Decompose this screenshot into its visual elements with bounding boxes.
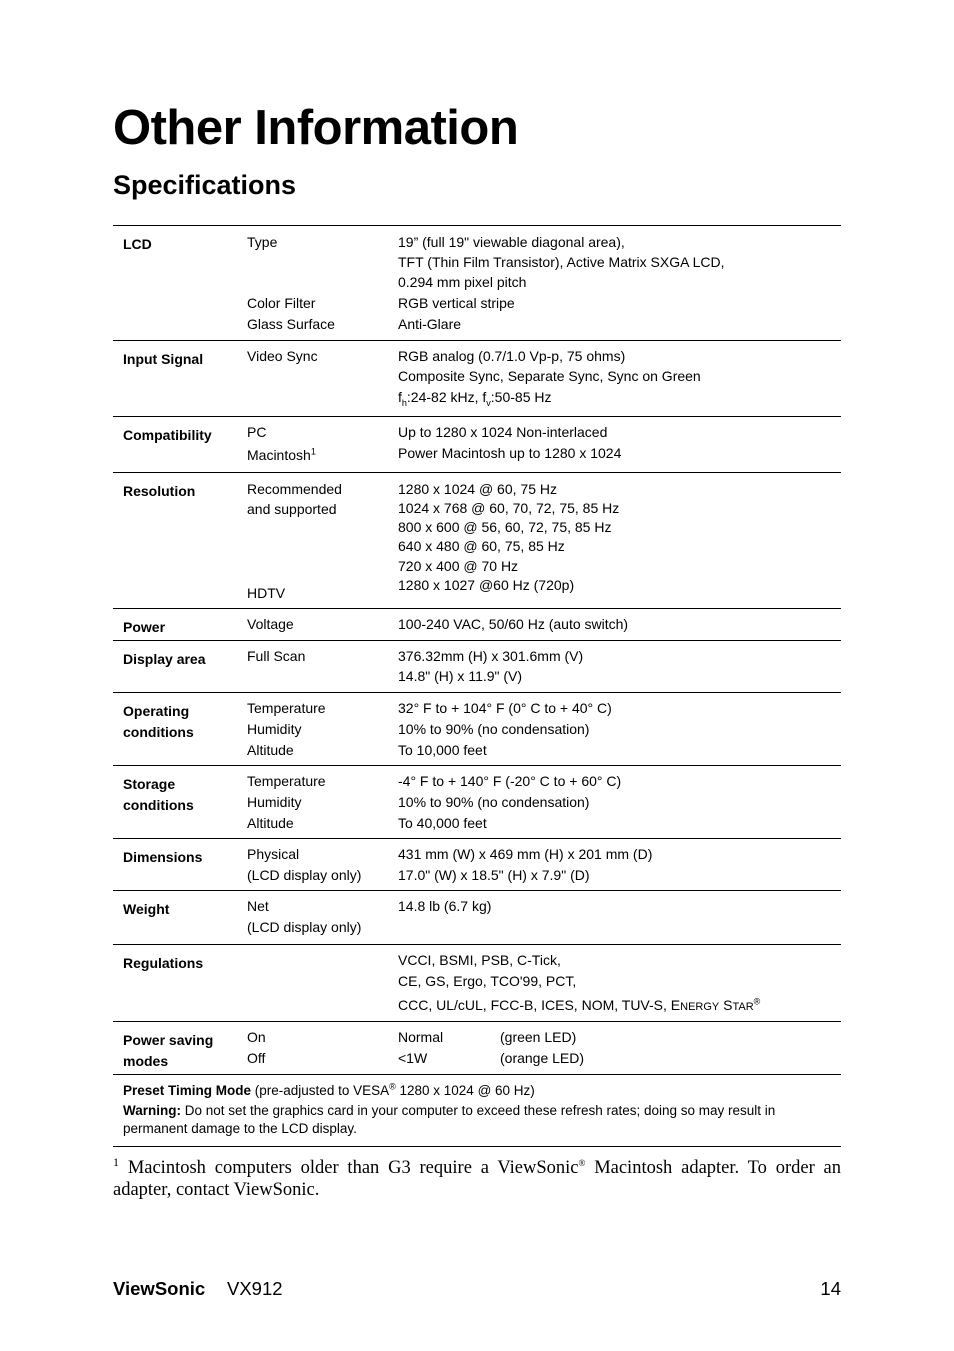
spec-subitem: Net [247, 898, 269, 914]
spec-subitem: Temperature [247, 773, 326, 789]
warning-text: Do not set the graphics card in your computer to exceed these refresh rates; doing so may result in [181, 1103, 776, 1118]
spec-value: CE, GS, Ergo, TCO'99, PCT, [398, 973, 577, 989]
spec-value: 10% to 90% (no condensation) [398, 721, 590, 737]
spec-row [113, 416, 841, 472]
spec-row [113, 1021, 841, 1074]
spec-subitem: Macintosh$^1$ [247, 446, 316, 463]
spec-value: Composite Sync, Separate Sync, Sync on Green [398, 368, 701, 384]
spec-category: Resolution [123, 483, 196, 499]
spec-value: RGB vertical stripe [398, 295, 515, 311]
spec-subitem: Full Scan [247, 648, 306, 664]
spec-value: CCC, UL/cUL, FCC-B, ICES, NOM, TUV-S, ENERGY STAR® [398, 996, 761, 1013]
spec-value: To 40,000 feet [398, 815, 487, 831]
spec-value: To 10,000 feet [398, 742, 487, 758]
spec-subitem: Voltage [247, 616, 294, 632]
spec-value: Power Macintosh up to 1280 x 1024 [398, 445, 622, 461]
spec-subitem: Temperature [247, 700, 326, 716]
spec-value: TFT (Thin Film Transistor), Active Matrix SXGA LCD, [398, 254, 725, 270]
spec-value: 1024 x 768 @ 60, 70, 72, 75, 85 Hz [398, 500, 620, 516]
spec-value: Up to 1280 x 1024 Non-interlaced [398, 424, 608, 440]
spec-subitem: and supported [247, 501, 337, 517]
spec-subitem: Humidity [247, 794, 302, 810]
spec-category: Display area [123, 651, 206, 667]
spec-subitem: Humidity [247, 721, 302, 737]
spec-subitem: PC [247, 424, 267, 440]
spec-value: Anti-Glare [398, 316, 462, 332]
spec-value: 376.32mm (H) x 301.6mm (V) [398, 648, 584, 664]
warning-label: Warning: [123, 1103, 181, 1118]
page-number: 14 [820, 1278, 841, 1299]
spec-value: 431 mm (W) x 469 mm (H) x 201 mm (D) [398, 846, 653, 862]
spec-subitem: HDTV [247, 585, 286, 601]
spec-value: VCCI, BSMI, PSB, C-Tick, [398, 952, 561, 968]
spec-value: 1280 x 1024 @ 60, 75 Hz [398, 481, 557, 497]
warning-note-continued: permanent damage to the LCD display. [123, 1121, 357, 1136]
spec-category: LCD [123, 236, 152, 252]
specifications-table [113, 225, 841, 1147]
spec-value: 100-240 VAC, 50/60 Hz (auto switch) [398, 616, 629, 632]
spec-value: 720 x 400 @ 70 Hz [398, 558, 519, 574]
spec-row [113, 692, 841, 765]
spec-row [113, 340, 841, 416]
spec-subitem: Altitude [247, 742, 294, 758]
spec-row [113, 640, 841, 692]
preset-timing-text: (pre-adjusted to VESA® 1280 x 1024 @ 60 Hz) [251, 1081, 535, 1098]
spec-row [113, 838, 841, 890]
footnote [113, 1154, 842, 1201]
spec-category: Storage conditions [123, 776, 194, 813]
spec-subitem: (LCD display only) [247, 919, 362, 935]
spec-row [113, 944, 841, 1021]
spec-value: Normal [398, 1029, 444, 1045]
footer-brand: ViewSonic [113, 1278, 206, 1299]
spec-category: Compatibility [123, 427, 212, 443]
spec-subitem: Color Filter [247, 295, 316, 311]
spec-subitem: Physical [247, 846, 300, 862]
spec-subitem: Type [247, 234, 278, 250]
spec-category: Power saving modes [123, 1032, 214, 1069]
footnote-marker: 1 [113, 1154, 119, 1169]
spec-value: 800 x 600 @ 56, 60, 72, 75, 85 Hz [398, 519, 612, 535]
spec-row [113, 225, 841, 340]
preset-timing-label: Preset Timing Mode [123, 1083, 252, 1098]
spec-value: 32° F to + 104° F (0° C to + 40° C) [398, 700, 612, 716]
spec-category: Operating conditions [123, 703, 194, 740]
spec-row [113, 472, 841, 608]
warning-note [123, 1103, 775, 1119]
spec-value: 1280 x 1027 @60 Hz (720p) [398, 577, 575, 593]
spec-value: (orange LED) [500, 1050, 585, 1066]
spec-subitem: Off [247, 1050, 266, 1066]
spec-subitem: Recommended [247, 481, 342, 497]
spec-value: 640 x 480 @ 60, 75, 85 Hz [398, 538, 565, 554]
spec-value: $f_h:24-82$ kHz, $f_v:50-85$ Hz [398, 389, 552, 408]
spec-category: Input Signal [123, 351, 204, 367]
section-title: Specifications [113, 170, 297, 200]
spec-value: 0.294 mm pixel pitch [398, 274, 527, 290]
spec-subitem: Altitude [247, 815, 294, 831]
footnote-text: Macintosh computers older than G3 require a ViewSonic® Macintosh adapter. To order an adapter, contact ViewSonic. [113, 1157, 842, 1200]
spec-row [113, 608, 841, 640]
spec-value: RGB analog (0.7/1.0 Vp-p, 75 ohms) [398, 348, 626, 364]
spec-value: <1W [398, 1050, 428, 1066]
spec-value: (green LED) [500, 1029, 577, 1045]
spec-value: 14.8" (H) x 11.9" (V) [398, 668, 523, 684]
spec-subitem: Video Sync [247, 348, 318, 364]
spec-category: Power [123, 619, 166, 635]
page-title: Other Information [113, 101, 519, 155]
notes-row [113, 1074, 841, 1147]
spec-subitem: (LCD display only) [247, 867, 362, 883]
spec-value: 17.0" (W) x 18.5" (H) x 7.9" (D) [398, 867, 590, 883]
footer-model: VX912 [227, 1278, 283, 1299]
spec-value: 19” (full 19" viewable diagonal area), [398, 234, 625, 250]
spec-row [113, 765, 841, 838]
spec-subitem: Glass Surface [247, 316, 335, 332]
spec-category: Dimensions [123, 849, 203, 865]
spec-category: Regulations [123, 955, 204, 971]
preset-timing-note [123, 1083, 535, 1099]
spec-value: 14.8 lb (6.7 kg) [398, 898, 492, 914]
spec-value: -4° F to + 140° F (-20° C to + 60° C) [398, 773, 622, 789]
spec-subitem: On [247, 1029, 266, 1045]
spec-row [113, 890, 841, 944]
spec-value: 10% to 90% (no condensation) [398, 794, 590, 810]
spec-category: Weight [123, 901, 170, 917]
